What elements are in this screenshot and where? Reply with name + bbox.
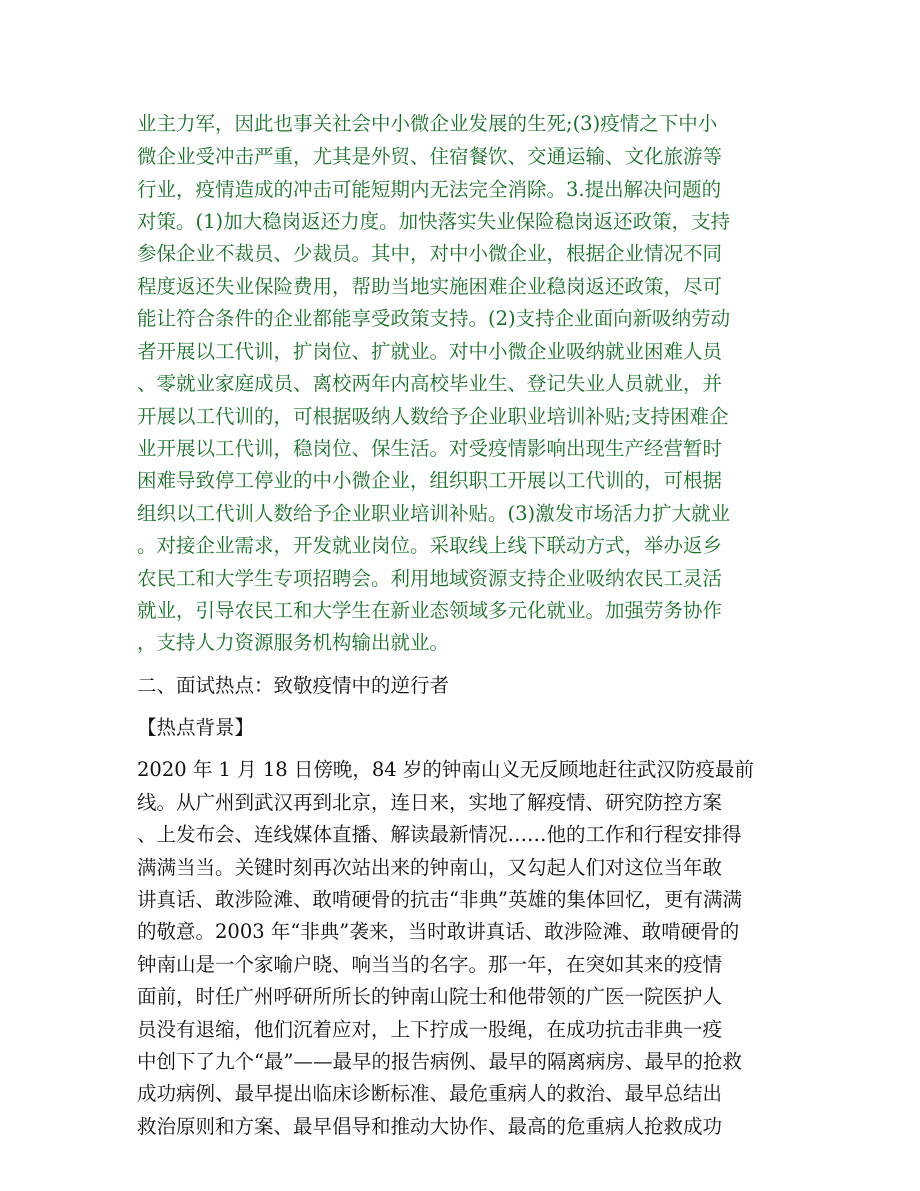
green-text-line: 。对接企业需求，开发就业岗位。采取线上线下联动方式，举办返乡 — [137, 534, 723, 557]
body-text-line: 2020 年 1 月 18 日傍晚，84 岁的钟南山义无反顾地赶往武汉防疫最前 — [137, 758, 754, 781]
green-text-line: ，支持人力资源服务机构输出就业。 — [137, 631, 450, 654]
green-text-line: 程度返还失业保险费用，帮助当地实施困难企业稳岗返还政策，尽可 — [137, 275, 723, 298]
body-text-line: 钟南山是一个家喻户晓、响当当的名字。那一年，在突如其来的疫情 — [137, 953, 723, 976]
sub-heading: 【热点背景】 — [137, 716, 255, 739]
green-text-line: 就业，引导农民工和大学生在新业态领域多元化就业。加强劳务协作 — [137, 599, 723, 622]
green-text-line: 开展以工代训的，可根据吸纳人数给予企业职业培训补贴;支持困难企 — [137, 405, 729, 428]
green-text-line: 、零就业家庭成员、离校两年内高校毕业生、登记失业人员就业，并 — [137, 372, 723, 395]
body-text-line: 、上发布会、连线媒体直播、解读最新情况……他的工作和行程安排得 — [137, 823, 742, 846]
green-text-line: 业开展以工代训，稳岗位、保生活。对受疫情影响出现生产经营暂时 — [137, 437, 723, 460]
body-text-line: 面前，时任广州呼研所所长的钟南山院士和他带领的广医一院医护人 — [137, 985, 723, 1008]
green-text-line: 参保企业不裁员、少裁员。其中，对中小微企业，根据企业情况不同 — [137, 242, 723, 265]
green-text-line: 业主力军，因此也事关社会中小微企业发展的生死;(3)疫情之下中小 — [137, 112, 718, 135]
body-text-line: 中创下了九个“最”——最早的报告病例、最早的隔离病房、最早的抢救 — [137, 1050, 742, 1073]
body-text-line: 成功病例、最早提出临床诊断标准、最危重病人的救治、最早总结出 — [137, 1082, 723, 1105]
body-text-line: 讲真话、敢涉险滩、敢啃硬骨的抗击“非典”英雄的集体回忆，更有满满 — [137, 888, 742, 911]
green-text-line: 行业，疫情造成的冲击可能短期内无法完全消除。3.提出解决问题的 — [137, 178, 722, 201]
body-text-line: 救治原则和方案、最早倡导和推动大协作、最高的危重病人抢救成功 — [137, 1115, 723, 1138]
body-text-line: 的敬意。2003 年“非典”袭来，当时敢讲真话、敢涉险滩、敢啃硬骨的 — [137, 920, 740, 943]
section-heading: 二、面试热点：致敬疫情中的逆行者 — [137, 674, 450, 697]
green-text-line: 对策。(1)加大稳岗返还力度。加快落实失业保险稳岗返还政策，支持 — [137, 210, 731, 233]
green-text-line: 困难导致停工停业的中小微企业，组织职工开展以工代训的，可根据 — [137, 469, 723, 492]
green-text-line: 能让符合条件的企业都能享受政策支持。(2)支持企业面向新吸纳劳动 — [137, 307, 731, 330]
body-text-line: 员没有退缩，他们沉着应对，上下拧成一股绳，在成功抗击非典一疫 — [137, 1018, 723, 1041]
green-text-line: 农民工和大学生专项招聘会。利用地域资源支持企业吸纳农民工灵活 — [137, 567, 723, 590]
green-text-line: 者开展以工代训，扩岗位、扩就业。对中小微企业吸纳就业困难人员 — [137, 340, 723, 363]
body-text-line: 满满当当。关键时刻再次站出来的钟南山，又勾起人们对这位当年敢 — [137, 856, 723, 879]
green-text-line: 组织以工代训人数给予企业职业培训补贴。(3)激发市场活力扩大就业 — [137, 502, 731, 525]
green-text-line: 微企业受冲击严重，尤其是外贸、住宿餐饮、交通运输、文化旅游等 — [137, 145, 723, 168]
body-text-line: 线。从广州到武汉再到北京，连日来，实地了解疫情、研究防控方案 — [137, 791, 723, 814]
